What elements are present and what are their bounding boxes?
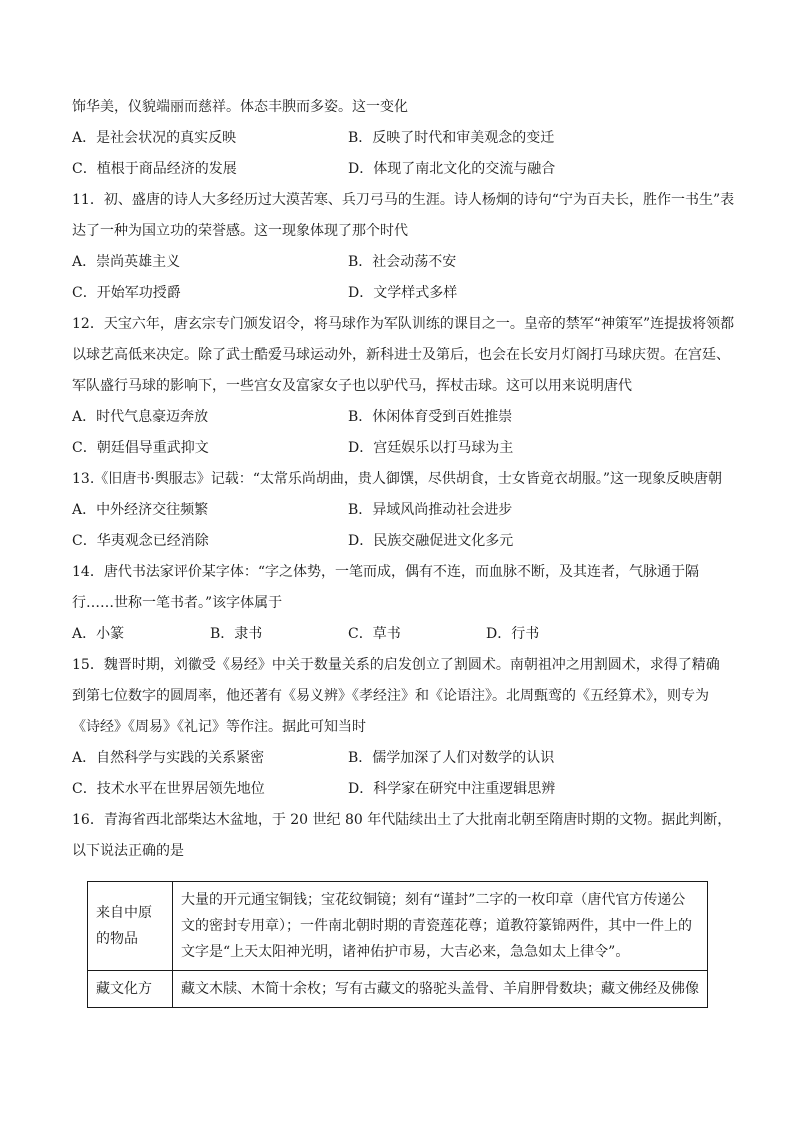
q13-option-a[interactable]: A．中外经济交往频繁 (72, 502, 209, 518)
q13-option-b[interactable]: B．异域风尚推动社会进步 (348, 502, 513, 518)
q14-options-row (72, 619, 722, 650)
q15-option-c[interactable]: C．技术水平在世界居领先地位 (72, 781, 265, 797)
q11-stem-line2: 达了一种为国立功的荣誉感。这一现象体现了那个时代 (72, 223, 408, 239)
q12-option-a[interactable]: A．时代气息豪迈奔放 (72, 409, 209, 425)
q16-stem-line2: 以下说法正确的是 (72, 843, 184, 859)
q15-stem-line1: 15．魏晋时期，刘徽受《易经》中关于数量关系的启发创立了割圆术。南朝祖冲之用割圆术，求得了精确 (72, 657, 720, 673)
q13-stem-line1: 13.《旧唐书·舆服志》记载：“太常乐尚胡曲，贵人御馔，尽供胡食，士女皆竟衣胡服。”这一现象反映唐朝 (72, 471, 723, 487)
q11-options-row1 (72, 247, 722, 278)
q13-option-d[interactable]: D．民族交融促进文化多元 (348, 533, 514, 549)
q12-options-row1 (72, 402, 722, 433)
q12-stem-line3: 军队盛行马球的影响下，一些宫女及富家女子也以驴代马，挥杖击球。这可以用来说明唐代 (72, 378, 632, 394)
q16-stem-line1: 16．青海省西北部柴达木盆地，于 20 世纪 80 年代陆续出土了大批南北朝至隋唐时期的文物。据此判断， (72, 812, 732, 828)
q13-options-row1 (72, 495, 722, 526)
q15-stem-line3: 《诗经》《周易》《礼记》等作注。据此可知当时 (72, 719, 366, 735)
q14-option-d[interactable]: D．行书 (486, 626, 540, 642)
q15-options-row1 (72, 743, 722, 774)
row-label-central-plains: 来自中原的物品 (88, 882, 173, 971)
exam-page (72, 92, 735, 867)
table-row (88, 882, 708, 971)
q15-option-b[interactable]: B．儒学加深了人们对数学的认识 (348, 750, 555, 766)
row-text-central-plains: 大量的开元通宝铜钱；宝花纹铜镜；刻有“谨封”二字的一枚印章（唐代官方传递公文的密封专用章）；一件南北朝时期的青瓷莲花尊；道教符篆锦两件，其中一件上的文字是“上天太阳神光明，诸神佑护市易，大吉必来，急急如太上律令”。 (173, 882, 708, 971)
q11-option-c[interactable]: C．开始军功授爵 (72, 285, 181, 301)
q12-stem-line1: 12．天宝六年，唐玄宗专门颁发诏令，将马球作为军队训练的课目之一。皇帝的禁军“神策军”连提拔将领都 (72, 316, 735, 332)
q14-option-c[interactable]: C．草书 (348, 626, 401, 642)
q11-option-d[interactable]: D．文学样式多样 (348, 285, 458, 301)
q12-option-c[interactable]: C．朝廷倡导重武抑文 (72, 440, 209, 456)
q12-options-row2 (72, 433, 722, 464)
q11-option-a[interactable]: A．崇尚英雄主义 (72, 254, 181, 270)
q10-stem-tail: 饰华美，仪貌端丽而慈祥。体态丰腴而多姿。这一变化 (72, 99, 408, 115)
q15-option-a[interactable]: A．自然科学与实践的关系紧密 (72, 750, 265, 766)
q14-stem-line1: 14．唐代书法家评价某字体：“字之体势，一笔而成，偶有不连，而血脉不断，及其连者，气脉通于隔 (72, 564, 699, 580)
q13-option-c[interactable]: C．华夷观念已经消除 (72, 533, 209, 549)
row-text-tibetan: 藏文木牍、木简十余枚；写有古藏文的骆驼头盖骨、羊肩胛骨数块；藏文佛经及佛像 (173, 971, 708, 1008)
q15-options-row2 (72, 774, 722, 805)
q15-stem-line2: 到第七位数字的圆周率，他还著有《易义辨》《孝经注》和《论语注》。北周甄鸾的《五经算术》，则专为 (72, 688, 709, 704)
row-label-tibetan: 藏文化方 (88, 971, 173, 1008)
q15-option-d[interactable]: D．科学家在研究中注重逻辑思辨 (348, 781, 556, 797)
q10-options-row2 (72, 154, 722, 185)
q12-stem-line2: 以球艺高低来决定。除了武士酷爱马球运动外，新科进士及第后，也会在长安月灯阁打马球庆贺。在宫廷、 (72, 347, 730, 363)
q10-option-b[interactable]: B．反映了时代和审美观念的变迁 (348, 130, 555, 146)
table-row (88, 971, 708, 1008)
q10-option-a[interactable]: A．是社会状况的真实反映 (72, 130, 237, 146)
q13-options-row2 (72, 526, 722, 557)
q10-option-d[interactable]: D．体现了南北文化的交流与融合 (348, 161, 556, 177)
q14-option-a[interactable]: A．小篆 (72, 626, 125, 642)
q10-options-row1 (72, 123, 722, 154)
q11-stem-line1: 11．初、盛唐的诗人大多经历过大漠苦寒、兵刀弓马的生涯。诗人杨炯的诗句“宁为百夫长，胜作一书生”表 (72, 192, 735, 208)
q11-option-b[interactable]: B．社会动荡不安 (348, 254, 457, 270)
q14-stem-line2: 行……世称一笔书者。”该字体属于 (72, 595, 283, 611)
q14-option-b[interactable]: B．隶书 (210, 626, 263, 642)
q12-option-d[interactable]: D．宫廷娱乐以打马球为主 (348, 440, 514, 456)
q11-options-row2 (72, 278, 722, 309)
q12-option-b[interactable]: B．休闲体育受到百姓推崇 (348, 409, 513, 425)
q10-option-c[interactable]: C．植根于商品经济的发展 (72, 161, 237, 177)
artifact-table (87, 881, 708, 1008)
